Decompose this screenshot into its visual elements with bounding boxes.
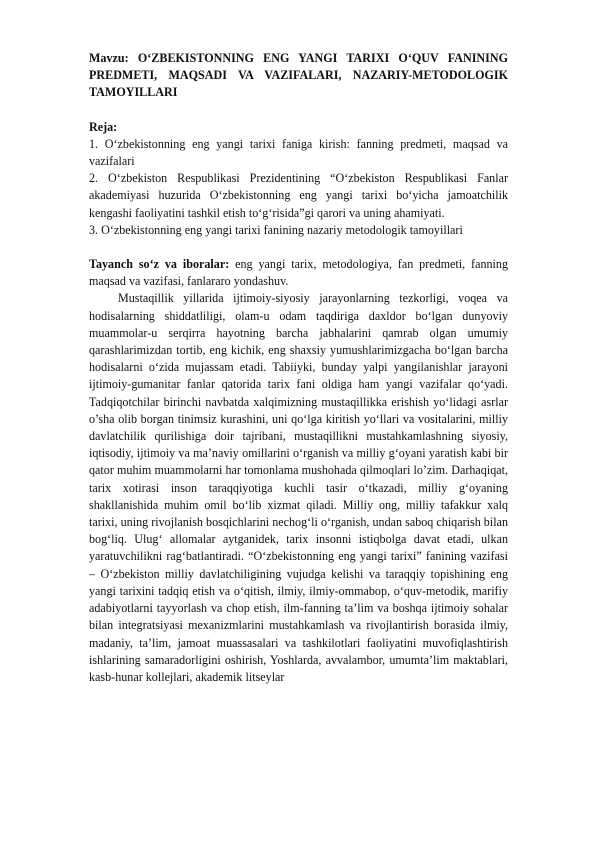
plan-item-2: 2. O‘zbekiston Respublikasi Prezidentining “O‘zbekiston Respublikasi Fanlar akademiyasi huzurida O‘zbekistonning eng yangi tarixi bo‘yicha jamoatchilik kengashi faoliyatini tashkil etish to‘g‘risida”gi qarori va uning ahamiyati. <box>89 171 508 220</box>
keywords-paragraph <box>89 256 508 290</box>
plan-item-3: 3. O‘zbekistonning eng yangi tarixi fanining nazariy metodologik tamoyillari <box>89 222 463 237</box>
document-page <box>89 50 508 686</box>
keywords-text: eng yangi tarix, metodologiya, fan predmeti, fanning maqsad va vazifasi, fanlararo yondashuv. <box>89 257 509 289</box>
plan-list <box>89 136 508 239</box>
plan-heading: Reja: <box>89 119 118 134</box>
document-title: Mavzu: O‘ZBEKISTONNING ENG YANGI TARIXI O‘QUV FANINING PREDMETI, MAQSADI VA VAZIFALARI, NAZARIY-METODOLOGIK TAMOYILLARI <box>89 51 508 100</box>
keywords-label: Tayanch so‘z va iboralar: <box>89 257 230 272</box>
body-paragraph: Mustaqillik yillarida ijtimoiy-siyosiy jarayonlarning tezkorligi, voqea va hodisalarning shiddatliligi, olam-u odam taqdiriga daxldor bo‘lgan dunyoviy muammolar-u serqirra hayotning barcha jabhalarini qamrab olgan umumiy qarashlarimizdan tortib, eng kichik, eng shaxsiy yumushlarimizgacha bo‘lgan barcha hodisalarni o‘zida mujassam etadi. Tabiiyki, bunday yalpi yangilanishlar jarayoni ijtimoiy-gumanitar fanlar qatorida tarix fani oldiga ham yangi vazifalar qo‘yadi. Tadqiqotchilar birinchi navbatda xalqimizning mustaqillikka erishish yo‘lidagi asrlar o’sha olib borgan tinimsiz kurashini, uni qo‘lga kiritish yo‘llari va vositalarini, milliy davlatchilik qurilishiga doir tajribani, mustaqillikni mustahkamlashning siyosiy, iqtisodiy, ijtimoiy va ma’naviy omillarini o‘rganish va milliy g‘oyani yaratish kabi bir qator muhim muammolarni har tomonlama mushohada qilmoqlari lo’zim. Darhaqiqat, tarix xotirasi inson taraqqiyotiga kuchli tasir o‘tkazadi, milliy g‘oyaning shakllanishida muhim omil bo‘lib xizmat qiladi. Milliy ong, milliy tafakkur xalq tarixi, uning rivojlanish bosqichlarini nechog‘li o‘rganish, undan saboq chiqarish bilan bog‘liq. Ulug‘ allomalar aytganidek, tarix insonni istiqbolga davat etadi, ulkan yaratuvchilikni rag‘batlantiradi. “O‘zbekistonning eng yangi tarixi” fanining vazifasi – O‘zbekiston milliy davlatchiligining vujudga kelishi va taraqqiy topishining eng yangi tarixini tadqiq etish va o‘qitish, ilmiy, ilmiy-ommabop, o‘quv-metodik, marifiy adabiyotlarni tayyorlash va chop etish, ilm-fanning ta’lim va boshqa ijtimoiy sohalar bilan integratsiyasi mexanizmlarini mustahkamlash va rivojlantirish borasida ilmiy, madaniy, ta’lim, jamoat muassasalari va tashkilotlari faoliyatini muvofiqlashtirish ishlarining samaradorligini oshirish, Yoshlarda, avvalambor, umumta’lim maktablari, kasb-hunar kollejlari, akademik litseylar <box>89 291 508 684</box>
plan-item-1: 1. O‘zbekistonning eng yangi tarixi faniga kirish: fanning predmeti, maqsad va vazifalari <box>89 136 508 169</box>
